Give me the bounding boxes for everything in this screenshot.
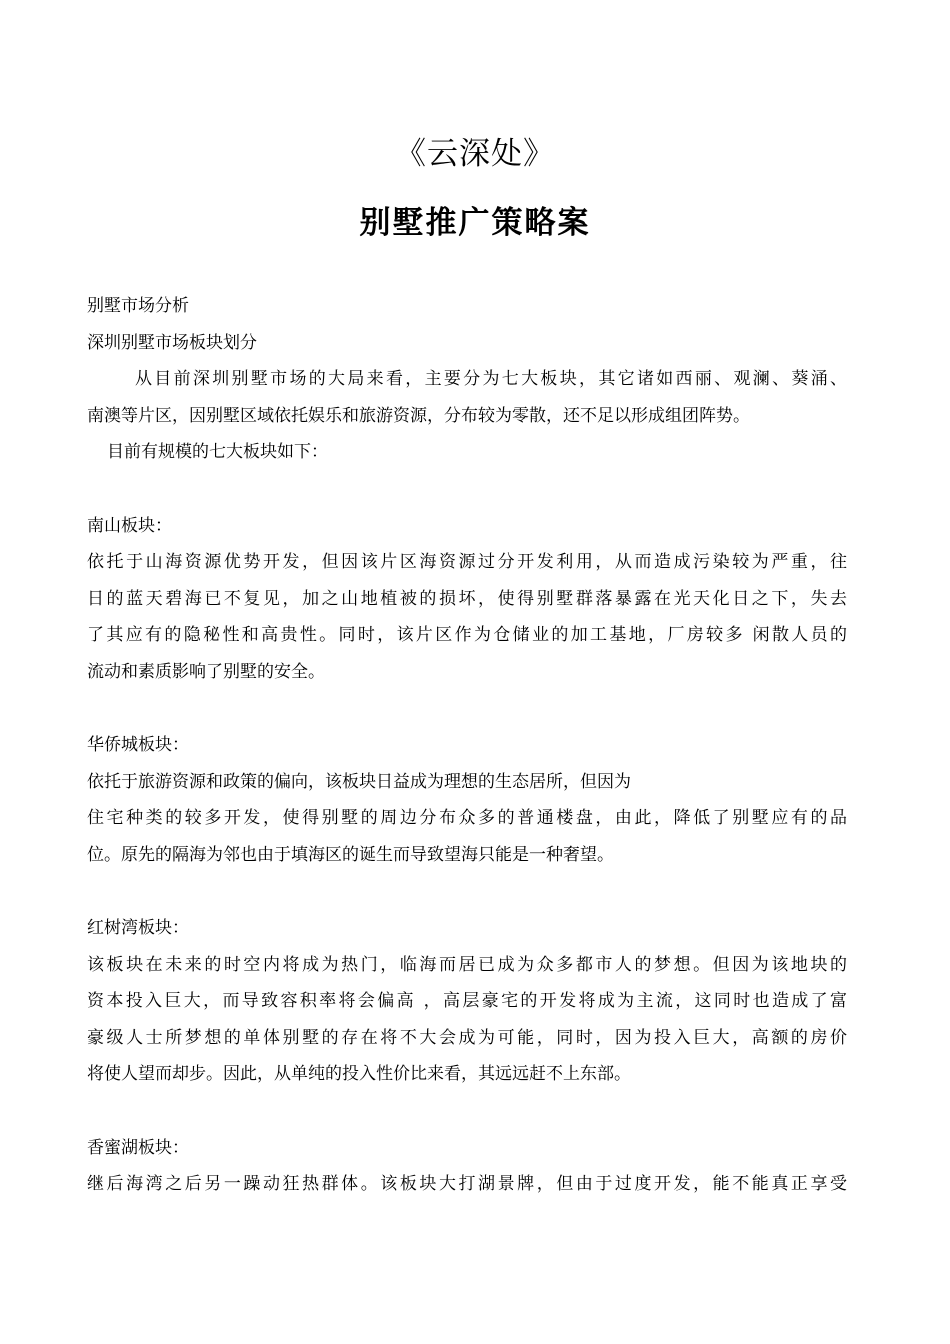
paragraph-line: 依托于山海资源优势开发，但因该片区海资源过分开发利用，从而造成污染较为严重，往 [87, 552, 847, 573]
paragraph-line: 日的蓝天碧海已不复见，加之山地植被的损坏，使得别墅群落暴露在光天化日之下，失去 [87, 588, 847, 609]
paragraph-line: 从目前深圳别墅市场的大局来看，主要分为七大板块，其它诸如西丽、观澜、葵涌、 [135, 369, 847, 390]
section-heading-xiangmihu: 香蜜湖板块： [87, 1137, 189, 1158]
paragraph-line: 目前有规模的七大板块如下： [107, 442, 328, 463]
paragraph-line: 资本投入巨大，而导致容积率将会偏高 ，高层豪宅的开发将成为主流，这同时也造成了富 [87, 991, 847, 1012]
paragraph-line: 继后海湾之后另一躁动狂热群体。该板块大打湖景牌，但由于过度开发，能不能真正享受 [87, 1174, 847, 1195]
section-heading-huaqiaocheng: 华侨城板块： [87, 735, 189, 756]
paragraph-line: 位。原先的隔海为邻也由于填海区的诞生而导致望海只能是一种奢望。 [87, 844, 614, 865]
paragraph-line: 了其应有的隐秘性和高贵性。同时，该片区作为仓储业的加工基地，厂房较多 闲散人员的 [87, 625, 847, 646]
section-heading-market-analysis: 别墅市场分析 [87, 296, 189, 316]
section-heading-hongshuwan: 红树湾板块： [87, 918, 189, 939]
section-heading-nanshan: 南山板块： [87, 515, 172, 536]
blank-line [87, 1093, 847, 1130]
paragraph-line: 将使人望而却步。因此，从单纯的投入性价比来看，其远远赶不上东部。 [87, 1064, 631, 1085]
document-body [87, 288, 847, 1203]
paragraph-line: 该板块在未来的时空内将成为热门，临海而居已成为众多都市人的梦想。但因为该地块的 [87, 954, 847, 975]
blank-line [87, 471, 847, 508]
blank-line [87, 874, 847, 911]
document-subtitle: 别墅推广策略案 [359, 205, 591, 241]
paragraph-line: 住宅种类的较多开发，使得别墅的周边分布众多的普通楼盘，由此，降低了别墅应有的品 [87, 808, 847, 829]
paragraph-line: 依托于旅游资源和政策的偏向，该板块日益成为理想的生态居所，但因为 [87, 771, 631, 792]
document-title: 《云深处》 [395, 136, 555, 172]
section-heading-market-division: 深圳别墅市场板块划分 [87, 332, 257, 353]
paragraph-line: 流动和素质影响了别墅的安全。 [87, 661, 325, 682]
paragraph-line: 南澳等片区，因别墅区域依托娱乐和旅游资源，分布较为零散，还不足以形成组团阵势。 [87, 405, 750, 426]
blank-line [87, 691, 847, 728]
paragraph-line: 豪级人士所梦想的单体别墅的存在将不大会成为可能，同时，因为投入巨大，高额的房价 [87, 1027, 847, 1048]
